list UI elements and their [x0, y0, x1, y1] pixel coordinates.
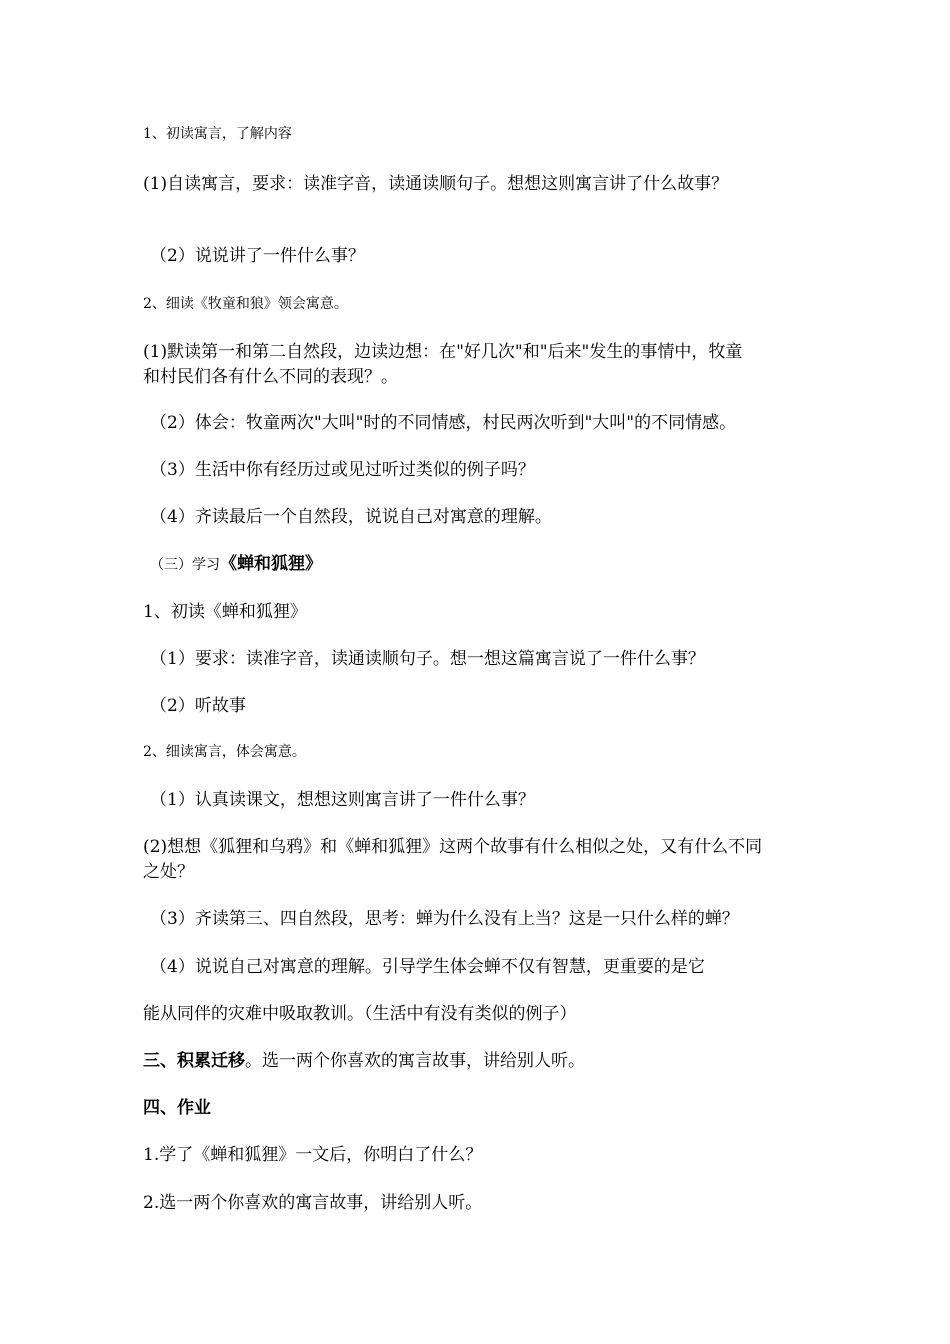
section-heading: 1、初读寓言，了解内容	[143, 126, 292, 142]
paragraph: 和村民们各有什么不同的表现？。	[143, 367, 398, 387]
paragraph: 1、初读《蝉和狐狸》	[143, 602, 307, 622]
section-title: 三、积累迁移	[143, 1051, 245, 1071]
homework-item: 1.学了《蝉和狐狸》一文后，你明白了什么？	[143, 1145, 483, 1165]
subsection-title: 《蝉和狐狸》	[220, 554, 322, 574]
paragraph: （3）生活中你有经历过或见过听过类似的例子吗？	[150, 460, 535, 480]
paragraph: （4）齐读最后一个自然段，说说自己对寓意的理解。	[150, 507, 552, 527]
homework-item: 2.选一两个你喜欢的寓言故事，讲给别人听。	[143, 1193, 483, 1213]
section-heading: 2、细读寓言，体会寓意。	[143, 744, 306, 760]
paragraph: （2）说说讲了一件什么事？	[150, 246, 365, 266]
section-title: 四、作业	[143, 1098, 211, 1118]
paragraph: (2)想想《狐狸和乌鸦》和《蝉和狐狸》这两个故事有什么相似之处，又有什么不同	[143, 837, 763, 857]
paragraph: 能从同伴的灾难中吸取教训。（生活中有没有类似的例子）	[143, 1004, 577, 1024]
section-heading: 2、细读《牧童和狼》领会寓意。	[143, 296, 348, 312]
section-heading	[143, 1047, 820, 1075]
paragraph: （3）齐读第三、四自然段，思考：蝉为什么没有上当？这是一只什么样的蝉？	[150, 909, 739, 929]
subsection-heading	[150, 550, 820, 579]
paragraph: （4）说说自己对寓意的理解。引导学生体会蝉不仅有智慧，更重要的是它	[150, 957, 705, 977]
subsection-prefix: （三）学习	[150, 557, 220, 573]
paragraph: (1)默读第一和第二自然段，边读边想：在"好几次"和"后来"发生的事情中，牧童	[143, 342, 743, 362]
paragraph: （1）要求：读准字音，读通读顺句子。想一想这篇寓言说了一件什么事？	[150, 649, 705, 669]
paragraph: (1)自读寓言，要求：读准字音，读通读顺句子。想想这则寓言讲了什么故事？	[143, 174, 729, 194]
paragraph: （1）认真读课文，想想这则寓言讲了一件什么事？	[150, 790, 535, 810]
paragraph: （2）体会：牧童两次"大叫"时的不同情感，村民两次听到"大叫"的不同情感。	[150, 413, 737, 433]
paragraph: （2）听故事	[150, 696, 246, 716]
paragraph: 之处？	[143, 862, 194, 882]
section-text: 。选一两个你喜欢的寓言故事，讲给别人听。	[245, 1051, 585, 1071]
